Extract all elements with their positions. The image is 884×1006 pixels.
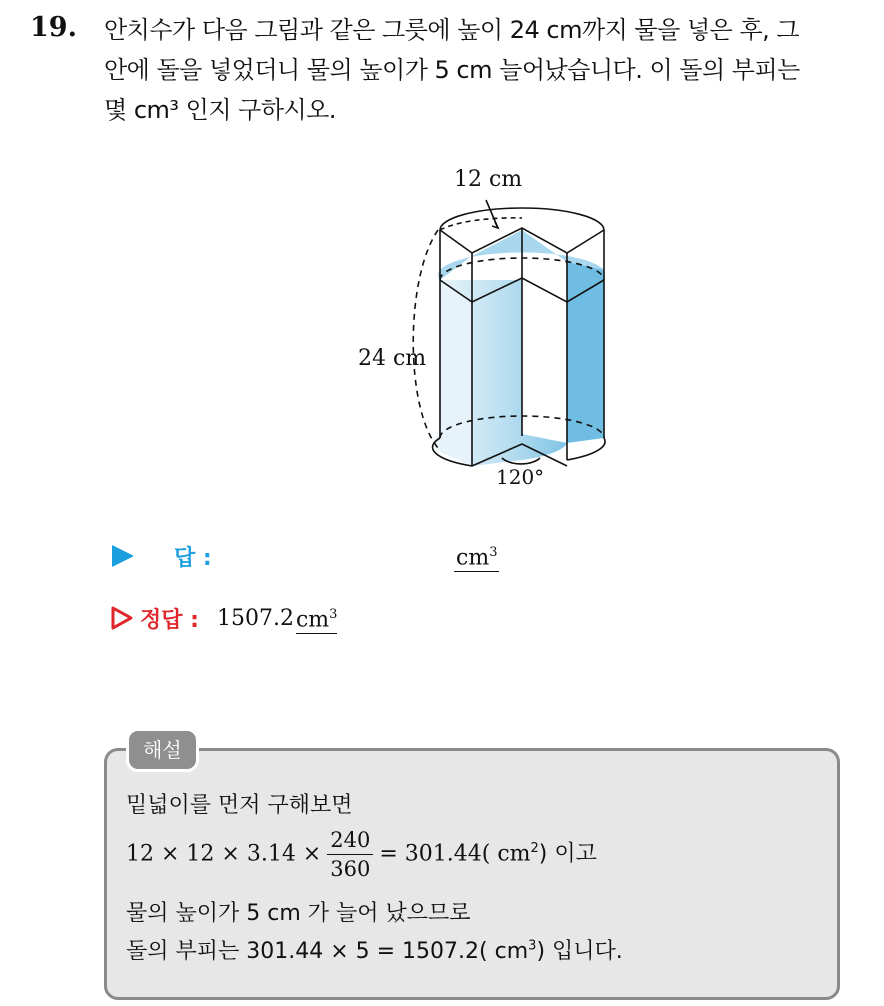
fraction: $\frac{240}{360}$ [327,826,373,883]
water-body-left [440,280,472,466]
question-number: 19. [30,12,77,43]
angle-label: 120° [496,465,545,489]
answer-label: 답 : [174,545,212,571]
explanation-line-4: 돌의 부피는 301.44 × 5 = 1507.2( $cm^3$) 입니다. [126,938,623,964]
play-icon [112,545,134,567]
correct-label: 정답 : [140,607,199,633]
correct-unit: $cm^3$ [296,602,337,634]
play-outline-icon [110,605,134,631]
explanation-line-2: 12 × 12 × 3.14 × $\frac{240}{360}$ = 301.44( $cm^2$) 이고 [126,828,597,881]
question-line-3: 몇 cm³ 인지 구하시오. [104,96,336,124]
explanation-line-1: 밑넓이를 먼저 구해보면 [126,793,353,818]
question-line-2: 안에 돌을 넣었더니 물의 높이가 5 cm 늘어났습니다. 이 돌의 부피는 [104,56,800,84]
question-text [104,10,874,130]
explanation-line-3: 물의 높이가 5 cm 가 늘어 났으므로 [126,901,471,926]
correct-answer-row [110,600,337,636]
correct-value: 1507.2 [216,605,294,631]
height-label: 24 cm [358,346,427,371]
container-figure [350,158,620,494]
answer-unit[interactable]: $cm^3$ [454,540,499,572]
radius-label: 12 cm [454,167,523,192]
question-line-1: 안치수가 다음 그림과 같은 그릇에 높이 24 cm까지 물을 넣은 후, 그 [104,16,800,44]
answer-row [112,536,212,576]
explanation-tag: 해설 [126,728,199,772]
